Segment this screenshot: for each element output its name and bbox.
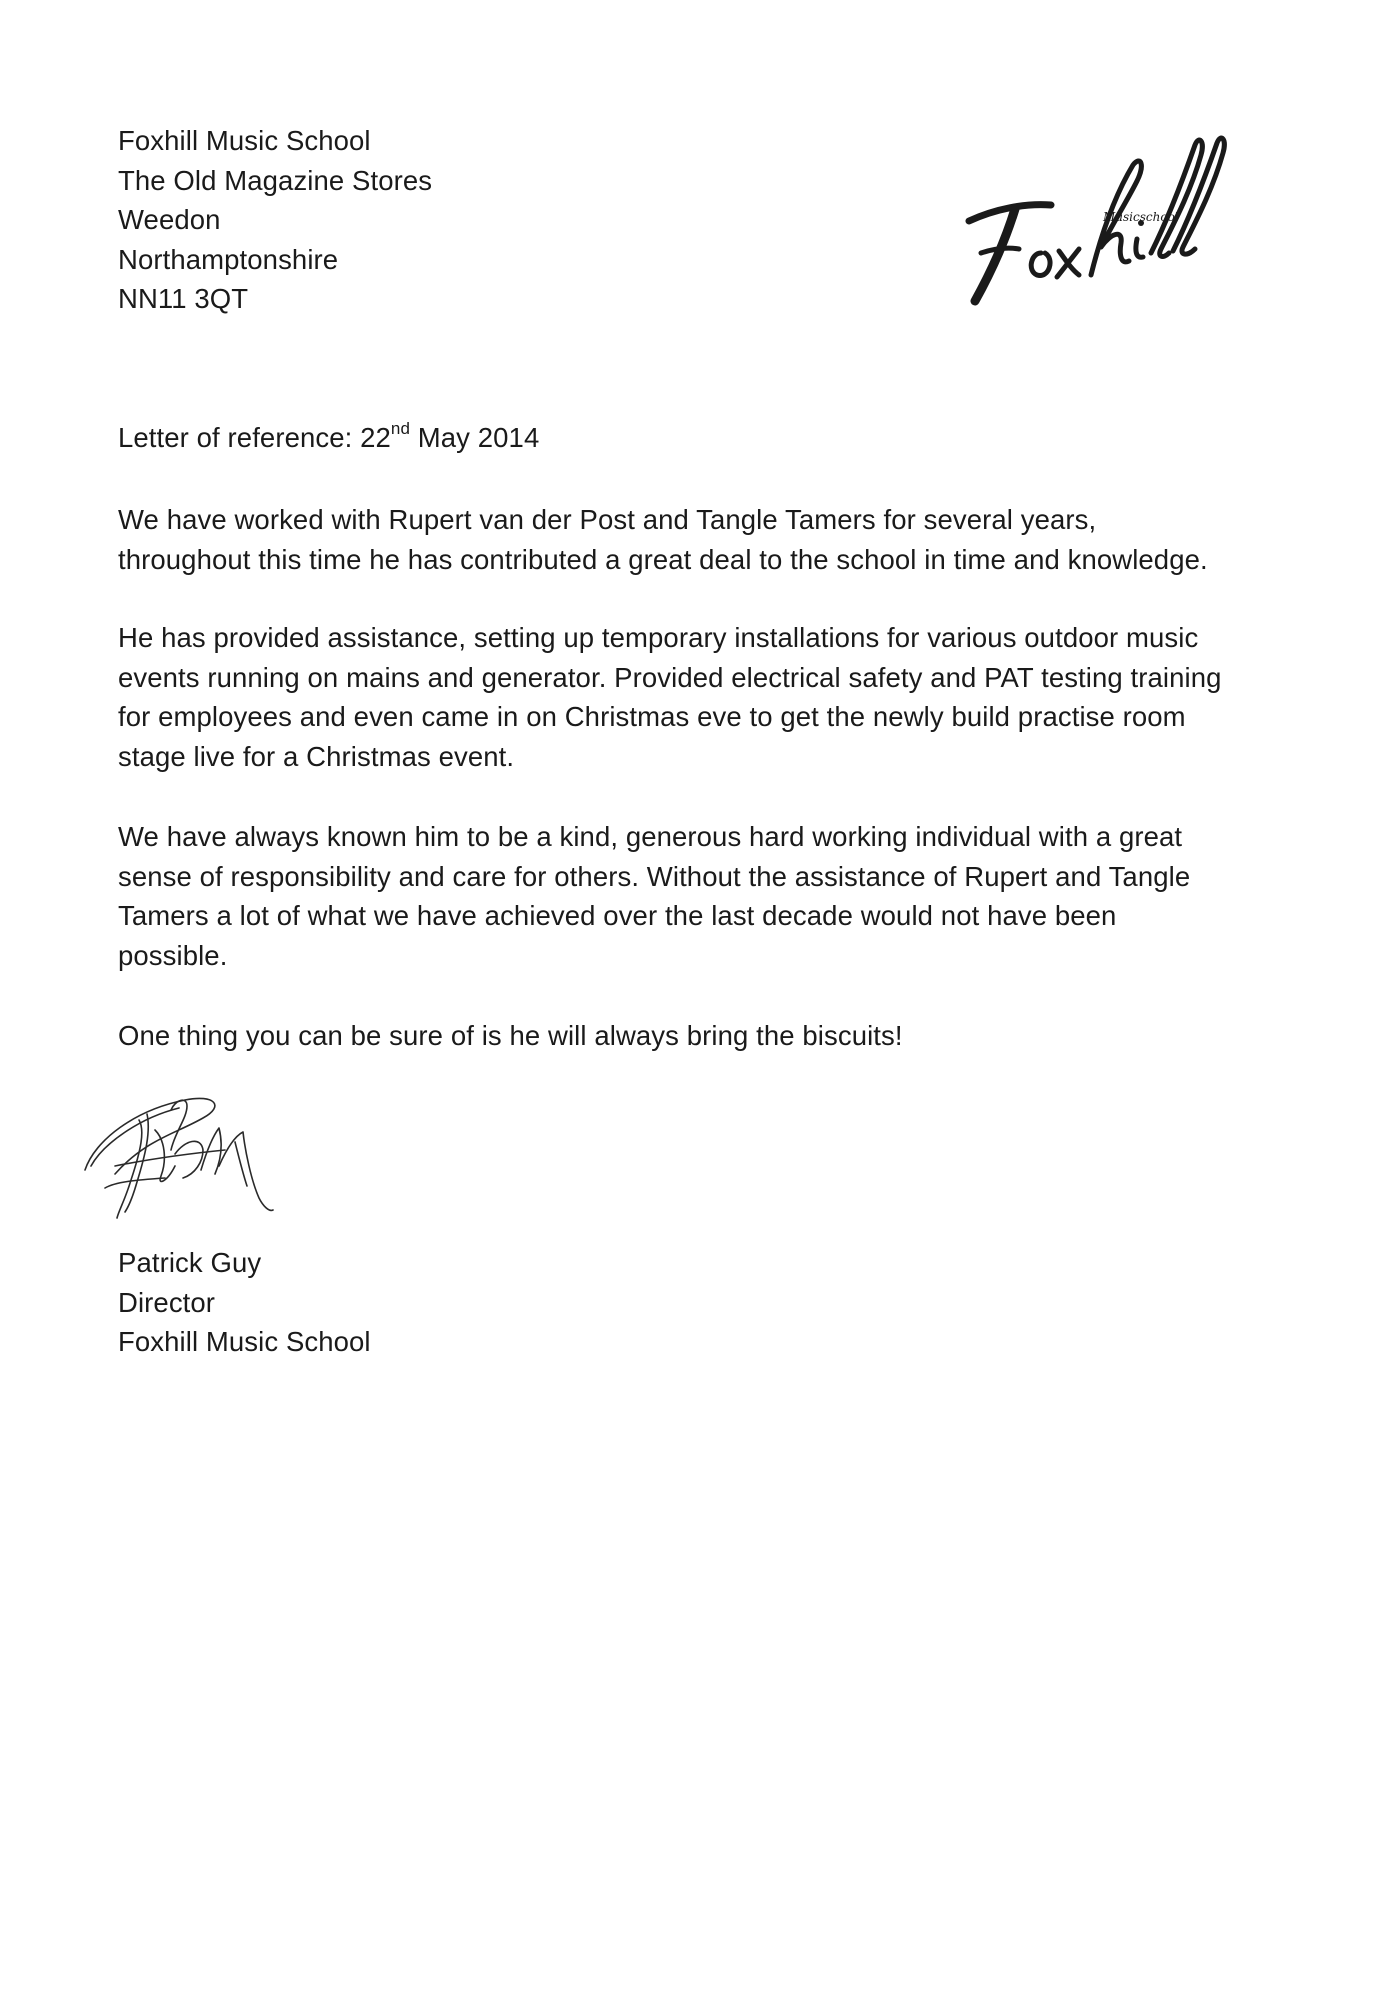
paragraph-line: We have always known him to be a kind, generous hard working individual with a great bbox=[118, 821, 1183, 852]
paragraph bbox=[118, 618, 1298, 776]
paragraph-line: possible. bbox=[118, 939, 228, 971]
paragraph-line: One thing you can be sure of is he will always bring the biscuits! bbox=[118, 1020, 903, 1051]
address-line: Northamptonshire bbox=[118, 243, 339, 275]
paragraph-line: stage live for a Christmas event. bbox=[118, 740, 515, 772]
paragraph bbox=[118, 1016, 1298, 1056]
paragraph-line: He has provided assistance, setting up temporary installations for various outdoor music bbox=[118, 622, 1199, 653]
paragraph-line: sense of responsibility and care for others. Without the assistance of Rupert and Tangle bbox=[118, 860, 1191, 892]
address-line: The Old Magazine Stores bbox=[118, 164, 433, 196]
paragraph bbox=[118, 817, 1298, 975]
paragraph-line: Tamers a lot of what we have achieved over the last decade would not have been bbox=[118, 900, 1117, 931]
handwritten-signature bbox=[75, 1070, 315, 1240]
paragraph bbox=[118, 500, 1298, 579]
logo-subtitle: Musicschool bbox=[1103, 210, 1179, 224]
address-line: Weedon bbox=[118, 204, 221, 235]
reference-day: 22 bbox=[360, 422, 391, 453]
reference-month-year: May 2014 bbox=[417, 422, 540, 453]
foxhill-logo bbox=[955, 125, 1245, 315]
signer-organization: Foxhill Music School bbox=[118, 1326, 371, 1357]
paragraph-line: for employees and even came in on Christmas eve to get the newly build practise room bbox=[118, 701, 1186, 732]
reference-day-suffix: nd bbox=[390, 418, 411, 438]
paragraph-line: events running on mains and generator. Provided electrical safety and PAT testing training bbox=[118, 661, 1222, 693]
reference-label: Letter of reference: bbox=[118, 422, 353, 453]
sender-address bbox=[118, 121, 432, 319]
signer-name: Patrick Guy bbox=[118, 1247, 262, 1278]
signer-block bbox=[118, 1243, 371, 1362]
paragraph-line: We have worked with Rupert van der Post and Tangle Tamers for several years, bbox=[118, 504, 1097, 535]
reference-line bbox=[118, 418, 539, 458]
address-line: NN11 3QT bbox=[118, 283, 249, 314]
signer-title: Director bbox=[118, 1286, 216, 1318]
paragraph-line: throughout this time he has contributed a great deal to the school in time and knowledge. bbox=[118, 543, 1208, 575]
address-line: Foxhill Music School bbox=[118, 125, 371, 156]
